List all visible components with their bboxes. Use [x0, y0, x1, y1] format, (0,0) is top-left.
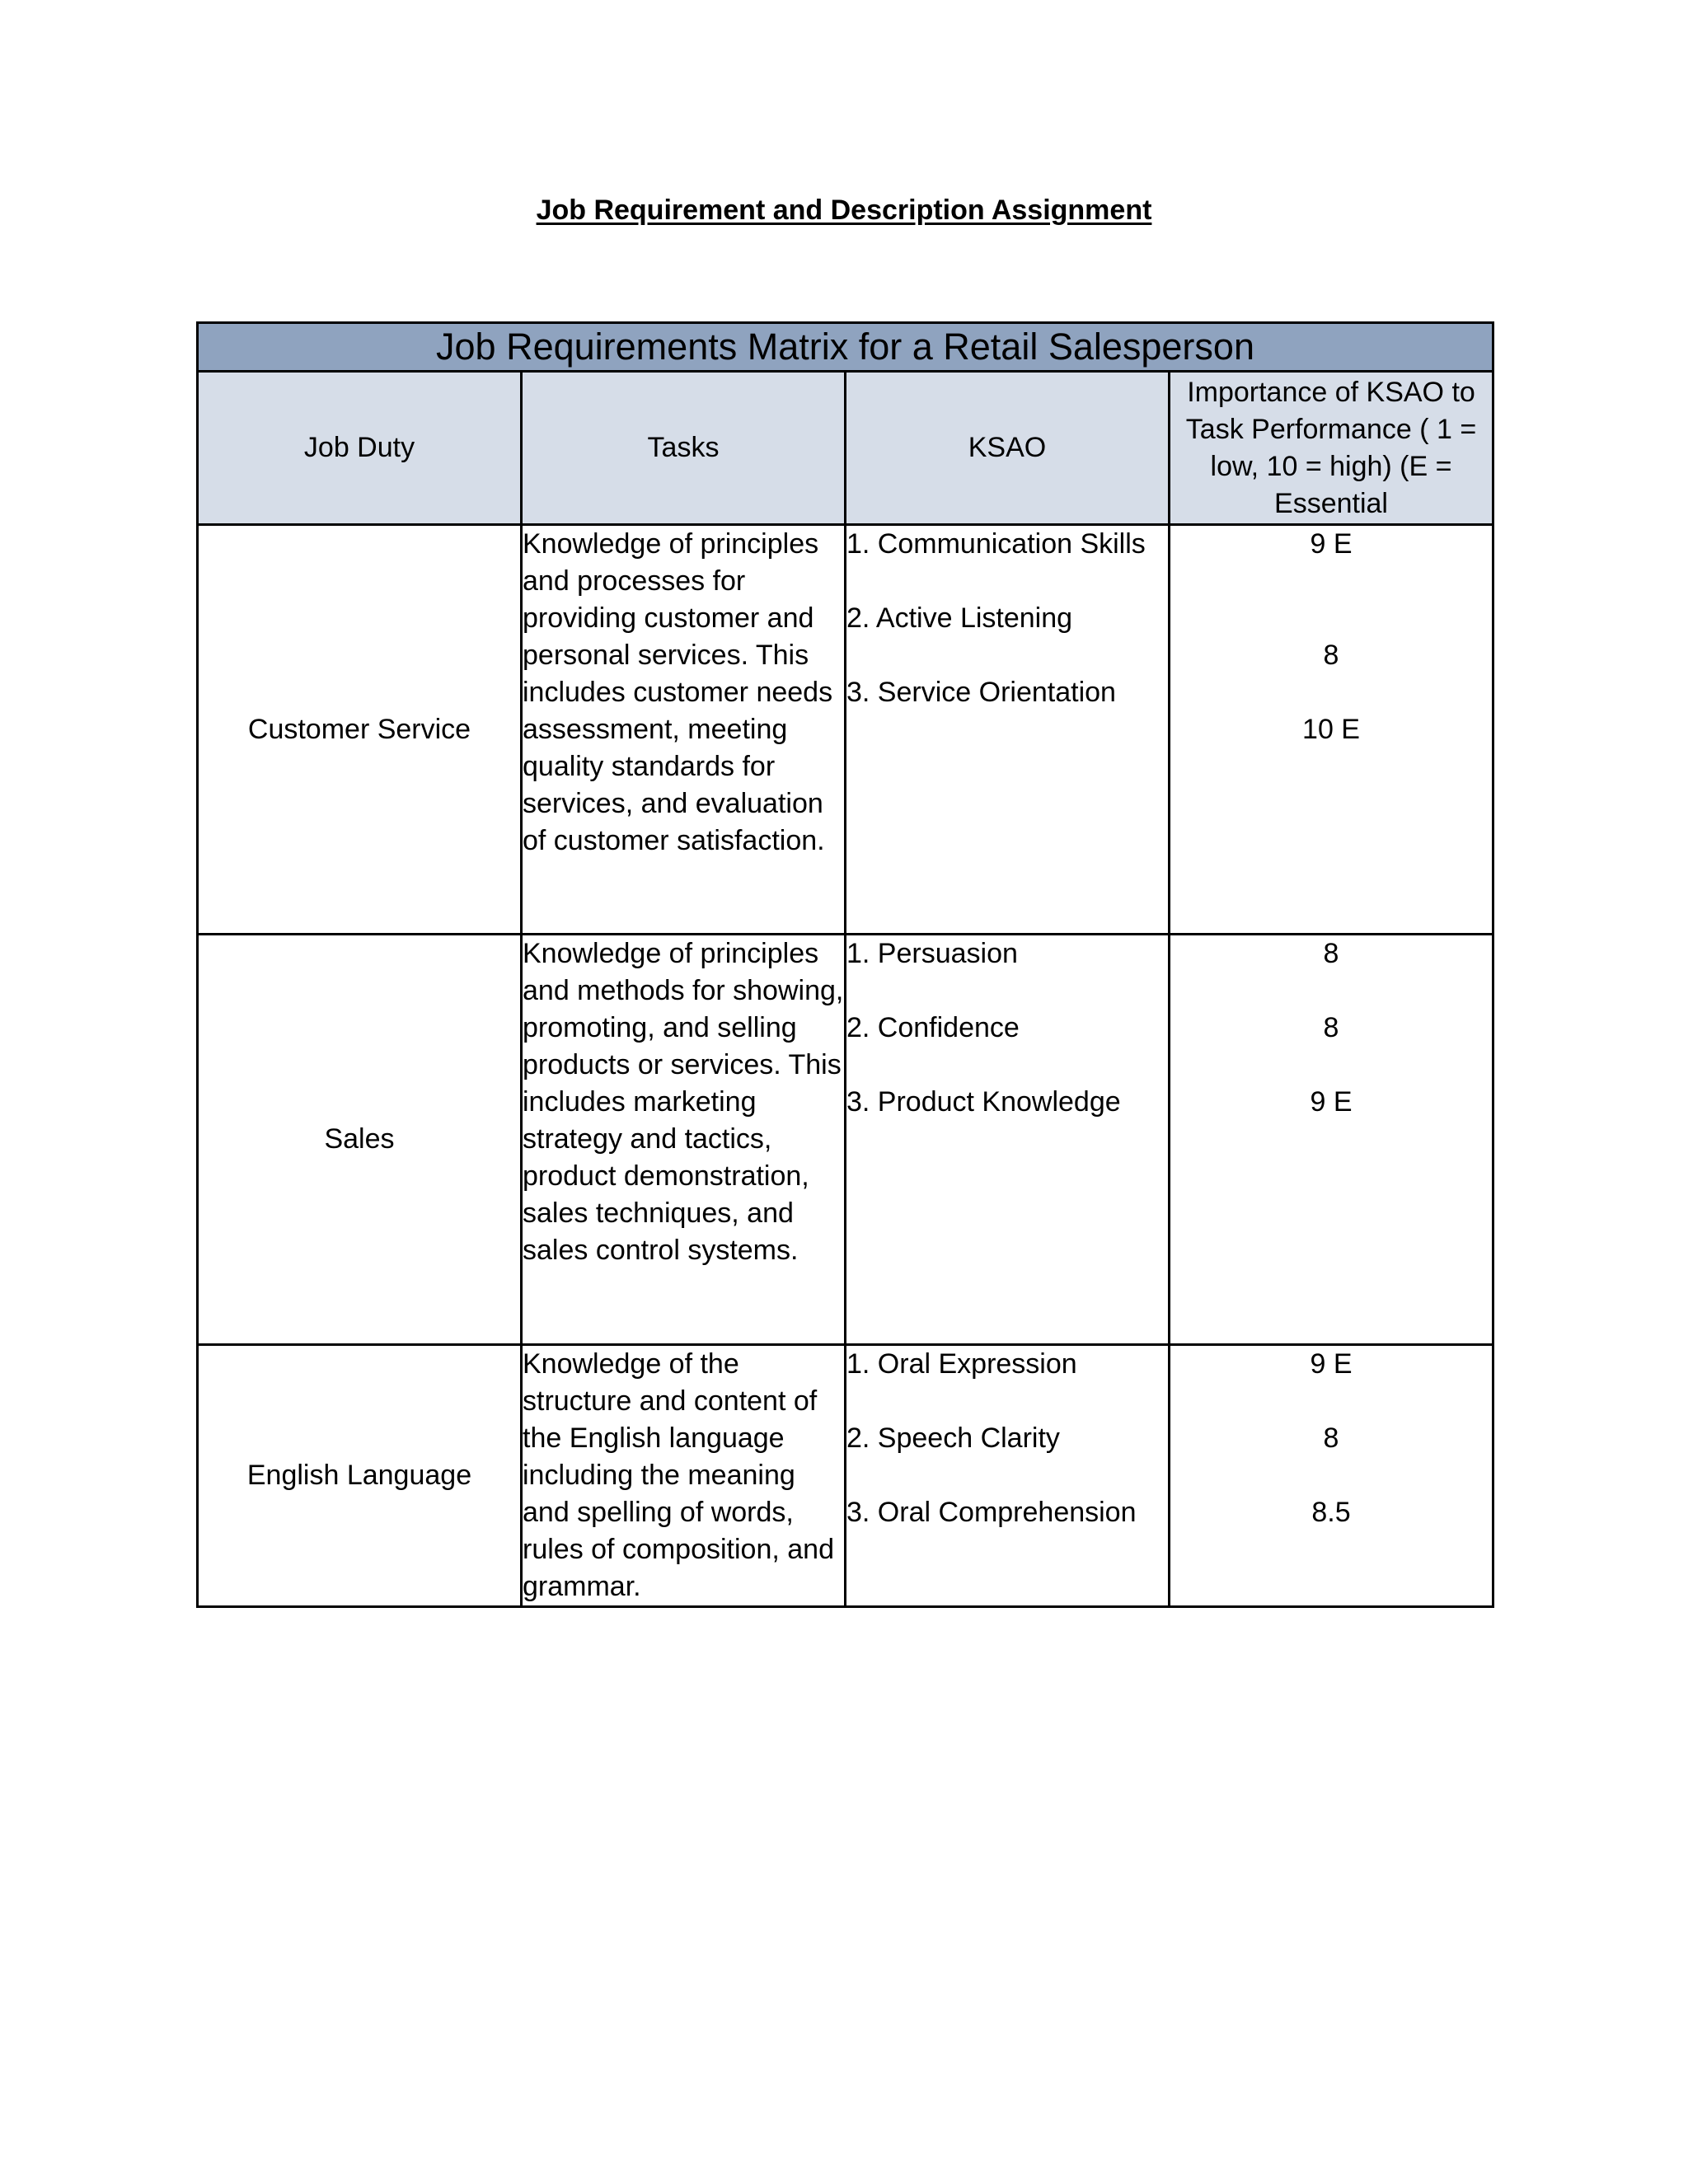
ksao-item: 2. Confidence — [846, 1012, 1020, 1043]
importance-value: 8.5 — [1311, 1497, 1351, 1528]
ksao-item: 2. Speech Clarity — [846, 1422, 1060, 1454]
importance-cell — [1170, 1345, 1493, 1607]
table-row — [198, 935, 1493, 1345]
job-duty-cell: English Language — [198, 1345, 522, 1607]
importance-cell — [1170, 525, 1493, 935]
ksao-item: 3. Oral Comprehension — [846, 1497, 1137, 1528]
matrix-title: Job Requirements Matrix for a Retail Salesperson — [198, 323, 1493, 372]
importance-value: 9 E — [1310, 1348, 1353, 1380]
header-job-duty: Job Duty — [198, 372, 522, 525]
importance-value: 8 — [1323, 938, 1339, 969]
ksao-item: 1. Persuasion — [846, 938, 1018, 969]
ksao-cell — [846, 935, 1170, 1345]
ksao-item: 1. Communication Skills — [846, 528, 1146, 560]
tasks-cell: Knowledge of the structure and content of the English language including the meaning and spelling of words, rules of composition, and grammar. — [522, 1345, 846, 1607]
ksao-item: 1. Oral Expression — [846, 1348, 1077, 1380]
ksao-item: 3. Service Orientation — [846, 677, 1116, 708]
job-duty-cell: Customer Service — [198, 525, 522, 935]
tasks-cell: Knowledge of principles and processes for providing customer and personal services. This includes customer needs assessment, meeting quality standards for services, and evaluation of customer satisfaction. — [522, 525, 846, 935]
table-row — [198, 525, 1493, 935]
tasks-cell: Knowledge of principles and methods for showing, promoting, and selling products or services. This includes marketing strategy and tactics, product demonstration, sales techniques, and sales control systems. — [522, 935, 846, 1345]
importance-value: 8 — [1323, 1012, 1339, 1043]
ksao-cell — [846, 525, 1170, 935]
spacer — [1170, 600, 1492, 637]
header-importance: Importance of KSAO to Task Performance ( 1 = low, 10 = high) (E = Essential — [1170, 372, 1493, 525]
matrix-title-row — [198, 323, 1493, 372]
ksao-item: 2. Active Listening — [846, 602, 1073, 634]
importance-value: 10 E — [1302, 714, 1360, 745]
importance-cell — [1170, 935, 1493, 1345]
header-ksao: KSAO — [846, 372, 1170, 525]
ksao-cell — [846, 1345, 1170, 1607]
ksao-item: 3. Product Knowledge — [846, 1086, 1121, 1118]
header-row — [198, 372, 1493, 525]
header-tasks: Tasks — [522, 372, 846, 525]
job-duty-cell: Sales — [198, 935, 522, 1345]
table-row — [198, 1345, 1493, 1607]
importance-value: 9 E — [1310, 528, 1353, 560]
importance-value: 9 E — [1310, 1086, 1353, 1118]
importance-value: 8 — [1323, 640, 1339, 671]
job-requirements-matrix — [196, 321, 1494, 1608]
importance-value: 8 — [1323, 1422, 1339, 1454]
document-title: Job Requirement and Description Assignment — [536, 194, 1152, 226]
